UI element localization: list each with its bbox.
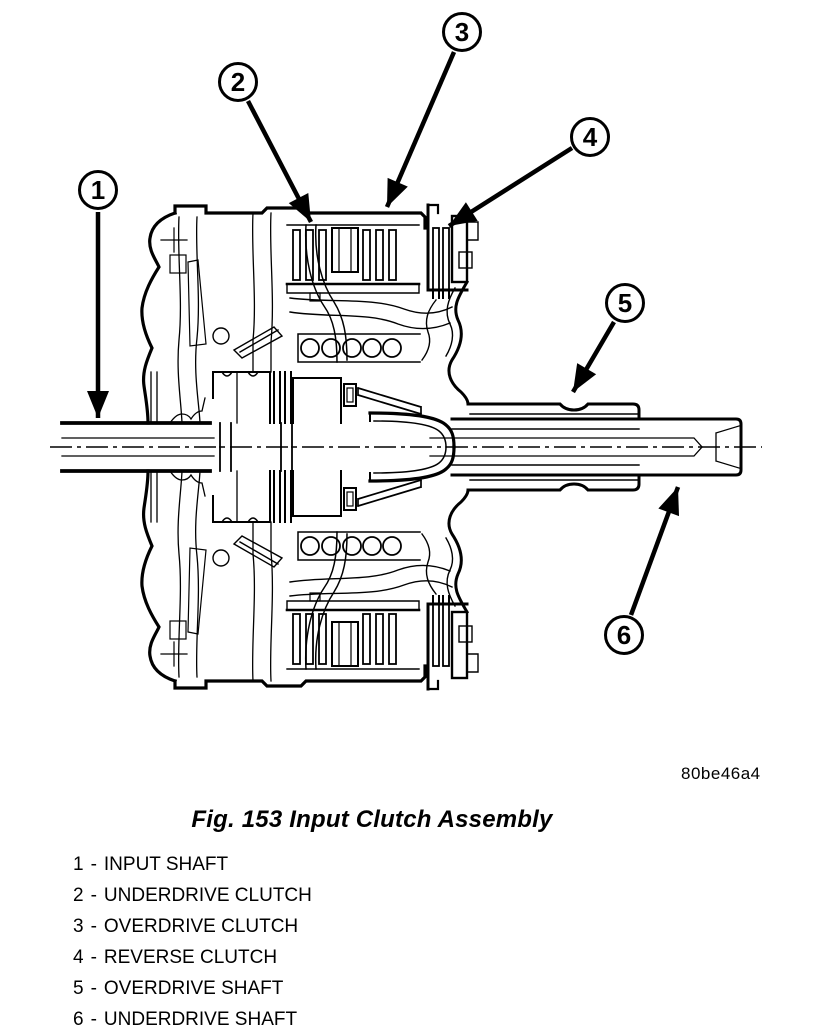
legend-part-name: OVERDRIVE SHAFT [103,978,284,999]
legend-number: 6 [73,1009,84,1030]
callout-6-number: 6 [616,620,632,650]
legend-separator: - [90,947,97,968]
legend-item-6 [73,1004,312,1030]
input-shaft-lines [62,372,214,438]
callout-2-number: 2 [230,67,246,97]
legend-item-4 [73,942,312,973]
housing-inner-detail [161,213,282,423]
legend-item-1 [73,849,312,880]
drawing-code-label: 80be46a4 [681,764,761,783]
drum-right-wall [422,282,468,404]
legend-number: 4 [73,947,84,968]
legend-number: 5 [73,978,84,999]
callout-1-number: 1 [90,175,106,205]
legend-item-2 [73,880,312,911]
legend-separator: - [90,854,97,875]
cross-section-upper-half [62,205,741,447]
callout-3-number: 3 [454,17,470,47]
legend-separator: - [90,1009,97,1030]
legend-part-name: REVERSE CLUTCH [103,947,278,968]
callout-5-number: 5 [617,288,633,318]
legend-separator: - [90,978,97,999]
legend-item-5 [73,973,312,1004]
return-spring-row [298,334,420,362]
overdrive-shaft-sleeve [468,404,639,419]
callout-4-arrow [449,148,572,226]
legend-separator: - [90,885,97,906]
legend-part-name: UNDERDRIVE SHAFT [103,1009,298,1030]
legend-item-3 [73,911,312,942]
legend-separator: - [90,916,97,937]
figure-caption: Fig. 153 Input Clutch Assembly [191,806,553,833]
callout-4-number: 4 [582,122,598,152]
callout-6-arrow [631,487,678,615]
legend-number: 1 [73,854,84,875]
clutch-plate-pack [287,225,419,301]
reverse-clutch-block [428,205,478,298]
legend-part-name: INPUT SHAFT [103,854,229,875]
callout-5-arrow [573,322,614,392]
callout-2 [220,64,312,223]
callout-4 [449,119,609,227]
legend-number: 3 [73,916,84,937]
callout-3 [387,14,481,208]
callout-5 [573,285,644,393]
callout-6 [606,487,679,654]
legend-number: 2 [73,885,84,906]
hub-blocks [213,372,421,447]
legend-part-name: UNDERDRIVE CLUTCH [103,885,312,906]
legend-part-name: OVERDRIVE CLUTCH [103,916,299,937]
cross-section-lower-half-mirror [62,447,741,689]
parts-legend [73,849,312,1030]
callout-3-arrow [387,52,454,207]
shaft-end-block [639,419,741,447]
callout-1 [80,172,117,419]
callout-2-arrow [248,101,311,222]
